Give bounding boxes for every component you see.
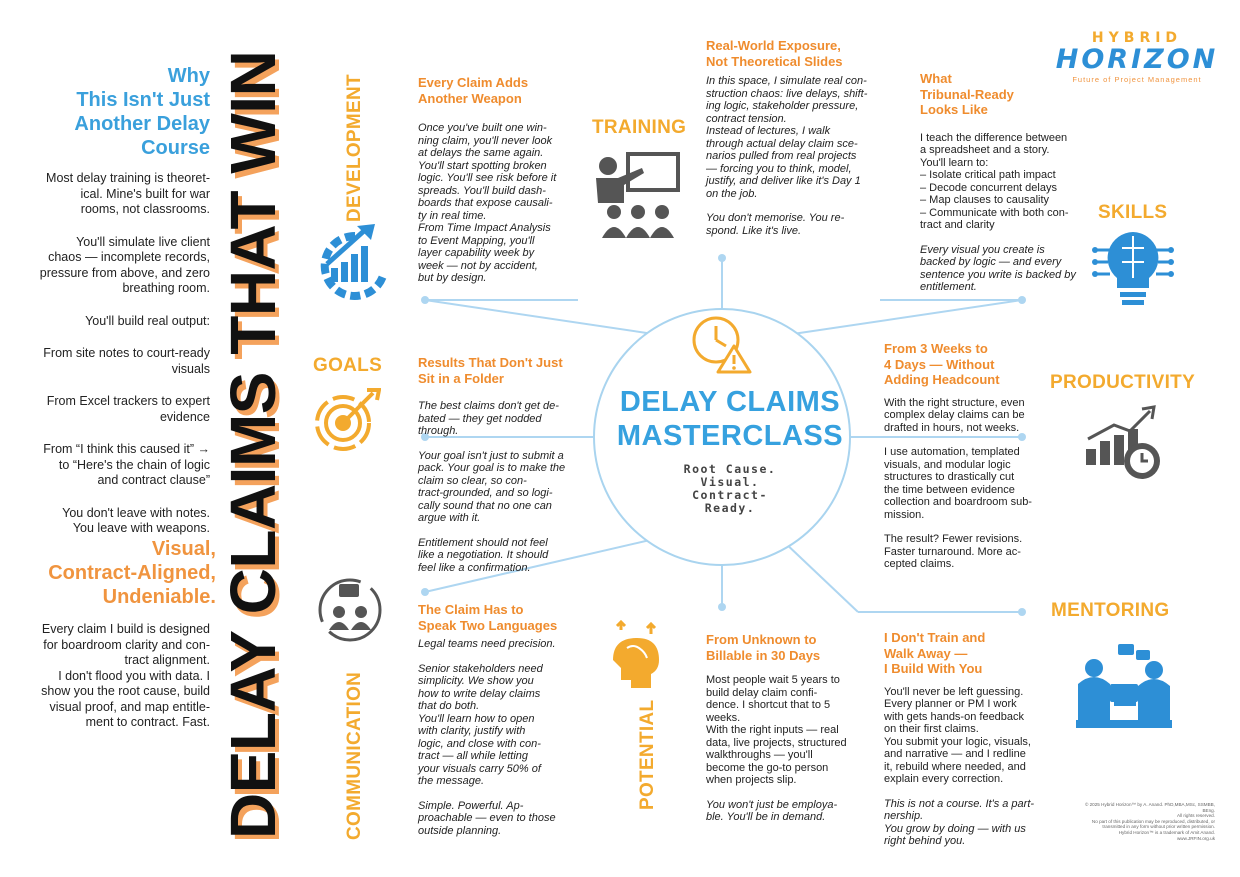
text-line: how to write delay claims bbox=[418, 687, 541, 700]
text-line: on the job. bbox=[706, 187, 758, 200]
text-line: a spreadsheet and a story. bbox=[920, 144, 1050, 156]
text-line: visuals, and modular logic bbox=[884, 458, 1011, 471]
text-line: but by design. bbox=[418, 272, 487, 284]
text-line: – Decode concurrent delays bbox=[920, 181, 1057, 194]
left-para bbox=[20, 314, 210, 330]
card-para bbox=[884, 798, 1059, 848]
gear-growth-icon bbox=[317, 222, 395, 302]
footer-line: No part of this publication may be reproduced, distributed, or bbox=[1091, 818, 1215, 824]
text-line: on their first claims. bbox=[884, 723, 979, 735]
card-para bbox=[884, 686, 1059, 786]
text-line: logic, and close with con- bbox=[418, 737, 541, 750]
text-line: with clarity, justify with bbox=[418, 725, 526, 737]
text-line: to Event Mapping, you'll bbox=[418, 234, 535, 247]
left-para bbox=[20, 235, 210, 297]
title-line: Not Theoretical Slides bbox=[706, 53, 843, 69]
text-line: Every planner or PM I work bbox=[884, 698, 1017, 710]
text-line: that do both. bbox=[418, 700, 480, 712]
vertical-main-title: DELAY CLAIMS THAT WIN bbox=[217, 50, 289, 840]
category-skills: SKILLS bbox=[1098, 202, 1168, 223]
text-line: simplicity. We show you bbox=[418, 675, 534, 687]
text-line: From site notes to court-ready bbox=[43, 346, 210, 360]
text-line: The best claims don't get de- bbox=[418, 400, 559, 412]
text-line: Instead of lectures, I walk bbox=[706, 125, 831, 137]
card-body bbox=[418, 638, 593, 837]
text-line: I don't flood you with data. I bbox=[58, 668, 210, 683]
left-heading-why bbox=[30, 64, 210, 160]
text-line: You'll simulate live client bbox=[76, 234, 210, 249]
card-body bbox=[418, 400, 598, 574]
left-paragraphs bbox=[20, 171, 210, 537]
copyright-footer bbox=[1060, 802, 1215, 841]
text-line: – Map clauses to causality bbox=[920, 194, 1050, 206]
logo-tagline: Future of Project Management bbox=[1072, 75, 1202, 84]
left-para bbox=[20, 346, 210, 377]
text-line: You'll never be left guessing. bbox=[884, 685, 1024, 698]
card-title bbox=[418, 602, 593, 633]
footer-line: BEng. bbox=[1202, 807, 1215, 813]
text-line: with gets hands-on feedback bbox=[884, 710, 1025, 723]
category-goals: GOALS bbox=[313, 355, 383, 376]
title-line: Adding Headcount bbox=[884, 372, 1000, 387]
text-line: Your goal isn't just to submit a bbox=[418, 449, 564, 462]
center-title-line: MASTERCLASS bbox=[616, 420, 844, 452]
text-line: and contract clause” bbox=[97, 473, 210, 487]
text-line: through actual delay claim sce- bbox=[706, 137, 858, 150]
text-line: tract alignment. bbox=[124, 653, 210, 667]
text-line: ble. You'll be in demand. bbox=[706, 811, 826, 823]
text-line: proachable — even to those bbox=[418, 812, 556, 824]
title-line: Looks Like bbox=[920, 102, 988, 117]
text-line: pack. Your goal is to make the bbox=[418, 462, 566, 474]
left-heading-visual bbox=[20, 537, 216, 609]
center-title bbox=[600, 385, 860, 453]
text-line: Every visual you create is bbox=[920, 243, 1045, 256]
text-line: You don't leave with notes. bbox=[62, 505, 210, 520]
text-line: I teach the difference between bbox=[920, 131, 1068, 144]
text-line: spreads. You'll build dash- bbox=[418, 184, 546, 197]
clock-warning-icon bbox=[690, 314, 754, 378]
category-productivity: PRODUCTIVITY bbox=[1050, 372, 1196, 393]
heading-line: This Isn't Just bbox=[76, 89, 210, 111]
text-line: The result? Fewer revisions. bbox=[884, 533, 1023, 545]
text-line: visuals bbox=[171, 361, 210, 376]
text-line: ing logic, stakeholder pressure, bbox=[706, 100, 859, 112]
text-line: claim so clear, so con- bbox=[418, 474, 527, 487]
card-title bbox=[706, 38, 891, 69]
brain-potential-icon bbox=[605, 620, 665, 690]
heading-line: Why bbox=[167, 65, 210, 87]
text-line: spond. Like it's live. bbox=[706, 224, 802, 237]
card-three-weeks bbox=[884, 341, 1059, 571]
card-body bbox=[706, 75, 891, 237]
card-body bbox=[920, 132, 1095, 294]
logo-word-hybrid: HYBRID bbox=[1091, 30, 1183, 46]
text-line: – Isolate critical path impact bbox=[920, 169, 1056, 181]
text-line: Faster turnaround. More ac- bbox=[884, 545, 1021, 558]
text-line: narios pulled from real projects bbox=[706, 150, 857, 162]
text-line: I use automation, templated bbox=[884, 446, 1020, 458]
logo-word-horizon: HORIZON bbox=[1055, 44, 1219, 75]
title-line: Another Weapon bbox=[418, 90, 522, 106]
text-line: like a negotiation. It should bbox=[418, 549, 549, 561]
card-unknown-billable bbox=[706, 632, 881, 824]
footer-line: transmitted in any form without prior written permission. bbox=[1102, 824, 1215, 830]
text-line: You'll learn to: bbox=[920, 156, 989, 169]
text-line: outside planning. bbox=[418, 824, 502, 837]
text-line: – Communicate with both con- bbox=[920, 206, 1069, 219]
title-line: Tribunal-Ready bbox=[920, 86, 1014, 102]
heading-line: Undeniable. bbox=[102, 586, 216, 608]
text-line: feel like a confirmation. bbox=[418, 561, 531, 574]
card-build-with-you bbox=[884, 630, 1059, 848]
center-sub-line: Root Cause. bbox=[683, 462, 777, 476]
text-line: nership. bbox=[884, 810, 924, 822]
category-mentoring: MENTORING bbox=[1051, 600, 1170, 621]
text-line: ty in real time. bbox=[418, 209, 487, 222]
card-para bbox=[706, 75, 891, 200]
text-line: From “I think this caused it” → bbox=[43, 442, 210, 456]
card-para bbox=[418, 663, 593, 788]
text-line: In this space, I simulate real con- bbox=[706, 75, 867, 87]
heading-line: Visual, bbox=[151, 538, 216, 560]
text-line: pressure from above, and zero bbox=[39, 265, 210, 280]
card-para bbox=[418, 800, 593, 838]
card-para bbox=[884, 397, 1059, 435]
text-line: Most delay training is theoret- bbox=[46, 171, 210, 185]
text-line: backed by logic — and every bbox=[920, 256, 1062, 268]
text-line: ical. Mine's built for war bbox=[80, 186, 210, 201]
card-title bbox=[706, 632, 881, 663]
card-para bbox=[706, 212, 891, 237]
category-development: DEVELOPMENT bbox=[344, 74, 365, 222]
text-line: weeks. bbox=[706, 711, 741, 724]
text-line: data, live projects, structured bbox=[706, 736, 847, 749]
text-line: build delay claim confi- bbox=[706, 686, 818, 699]
card-para bbox=[706, 674, 881, 787]
card-para bbox=[706, 799, 881, 824]
text-line: This is not a course. It's a part- bbox=[884, 797, 1035, 810]
target-icon bbox=[311, 388, 381, 454]
communication-icon bbox=[315, 574, 385, 646]
title-line: I Don't Train and bbox=[884, 630, 986, 645]
text-line: ment to contract. Fast. bbox=[85, 715, 210, 729]
text-line: it, rebuild where needed, and bbox=[884, 760, 1026, 773]
left-para-visual bbox=[20, 622, 210, 731]
text-line: ning claim, you'll never look bbox=[418, 134, 553, 147]
text-line: entitlement. bbox=[920, 281, 977, 293]
text-line: mission. bbox=[884, 508, 925, 521]
center-sub-line: Ready. bbox=[704, 501, 756, 515]
title-line: Billable in 30 Days bbox=[706, 647, 821, 663]
text-line: the message. bbox=[418, 775, 485, 787]
center-sub-line: Visual. bbox=[700, 475, 760, 489]
text-line: show you the root cause, build bbox=[41, 684, 210, 698]
card-real-world bbox=[706, 38, 891, 237]
text-line: justify, and deliver like it's Day 1 bbox=[706, 175, 861, 187]
text-line: You won't just be employa- bbox=[706, 798, 838, 811]
card-para bbox=[920, 244, 1095, 294]
footer-line: All rights reserved. bbox=[1176, 813, 1215, 819]
text-line: evidence bbox=[159, 409, 210, 424]
text-line: Every claim I build is designed bbox=[41, 622, 210, 636]
text-line: at delays the same again. bbox=[418, 147, 544, 159]
title-line: Sit in a Folder bbox=[418, 370, 504, 386]
card-two-languages bbox=[418, 602, 593, 837]
text-line: and narrative — and I redline bbox=[884, 748, 1026, 760]
title-line: 4 Days — Without bbox=[884, 356, 995, 372]
left-para bbox=[20, 171, 210, 218]
text-line: argue with it. bbox=[418, 512, 481, 524]
text-line: Most people wait 5 years to bbox=[706, 674, 840, 686]
card-body bbox=[884, 686, 1059, 848]
text-line: You'll build real output: bbox=[85, 313, 210, 328]
text-line: structures to drastically cut bbox=[884, 471, 1015, 483]
card-body bbox=[418, 122, 593, 285]
heading-line: Contract-Aligned, bbox=[48, 562, 216, 584]
heading-line: Course bbox=[141, 137, 210, 159]
center-subtitle bbox=[650, 463, 810, 515]
card-title bbox=[884, 341, 1059, 388]
text-line: boards that expose causali- bbox=[418, 197, 553, 209]
text-line: bated — they get nodded bbox=[418, 412, 542, 425]
text-line: cepted claims. bbox=[884, 558, 955, 570]
title-line: Speak Two Languages bbox=[418, 617, 558, 633]
card-results bbox=[418, 355, 598, 574]
card-para bbox=[884, 533, 1059, 571]
text-line: breathing room. bbox=[122, 281, 210, 295]
footer-line: www.JRFIN.org.uk bbox=[1176, 835, 1215, 841]
text-line: — forcing you to think, model, bbox=[706, 162, 852, 175]
text-line: From Time Impact Analysis bbox=[418, 222, 551, 234]
text-line: to “Here's the chain of logic bbox=[58, 457, 210, 472]
text-line: From Excel trackers to expert bbox=[46, 394, 210, 408]
text-line: tract-grounded, and so logi- bbox=[418, 487, 553, 499]
category-training: TRAINING bbox=[592, 117, 687, 138]
title-line: I Build With You bbox=[884, 661, 983, 676]
card-title bbox=[418, 75, 593, 106]
title-line: Results That Don't Just bbox=[418, 355, 563, 370]
card-para bbox=[418, 537, 598, 575]
text-line: logic. You'll see risk before it bbox=[418, 172, 557, 184]
text-line: cally sound that no one can bbox=[418, 499, 552, 512]
text-line: dence. I shortcut that to 5 bbox=[706, 699, 831, 711]
text-line: You submit your logic, visuals, bbox=[884, 735, 1031, 748]
text-line: With the right inputs — real bbox=[706, 724, 839, 736]
card-every-claim bbox=[418, 75, 593, 285]
text-line: chaos — incomplete records, bbox=[48, 250, 210, 264]
text-line: You'll learn how to open bbox=[418, 712, 535, 725]
footer-line: Hybrid Horizon™ is a trademark of Amit Anand. bbox=[1118, 829, 1215, 835]
text-line: With the right structure, even bbox=[884, 396, 1025, 409]
text-line: Legal teams need precision. bbox=[418, 638, 556, 650]
card-para bbox=[418, 450, 598, 525]
text-line: through. bbox=[418, 425, 459, 437]
lightbulb-skills-icon bbox=[1092, 226, 1174, 316]
text-line: You grow by doing — with us bbox=[884, 822, 1026, 835]
category-communication: COMMUNICATION bbox=[344, 671, 365, 840]
text-line: for boardroom clarity and con- bbox=[43, 637, 210, 652]
text-line: rooms, not classrooms. bbox=[80, 202, 210, 216]
card-title bbox=[920, 71, 1095, 118]
text-line: walkthroughs — you'll bbox=[706, 749, 813, 761]
card-para bbox=[418, 638, 593, 651]
text-line: Entitlement should not feel bbox=[418, 536, 548, 549]
text-line: complex delay claims can be bbox=[884, 409, 1025, 421]
text-line: Simple. Powerful. Ap- bbox=[418, 799, 524, 812]
text-line: sentence you write is backed by bbox=[920, 268, 1076, 281]
text-line: week — not by accident, bbox=[418, 259, 538, 272]
text-line: contract tension. bbox=[706, 112, 787, 125]
text-line: right behind you. bbox=[884, 835, 966, 847]
text-line: collection and boardroom sub- bbox=[884, 496, 1032, 508]
text-line: You don't memorise. You re- bbox=[706, 212, 845, 224]
card-title bbox=[418, 355, 598, 386]
text-line: your visuals carry 50% of bbox=[418, 762, 541, 775]
training-presenter-icon bbox=[588, 152, 683, 242]
card-tribunal-ready bbox=[920, 71, 1095, 294]
left-para bbox=[20, 394, 210, 425]
card-para bbox=[418, 122, 593, 285]
card-para bbox=[884, 446, 1059, 521]
text-line: when projects slip. bbox=[706, 774, 797, 786]
card-para bbox=[920, 132, 1095, 232]
text-line: tract — all while letting bbox=[418, 750, 529, 762]
text-line: struction chaos: live delays, shift- bbox=[706, 87, 868, 100]
card-body bbox=[884, 397, 1059, 571]
center-sub-line: Contract- bbox=[692, 488, 768, 502]
center-title-line: DELAY CLAIMS bbox=[619, 386, 841, 418]
title-line: The Claim Has to bbox=[418, 602, 524, 617]
text-line: drafted in hours, not weeks. bbox=[884, 421, 1020, 434]
title-line: What bbox=[920, 71, 952, 86]
title-line: From Unknown to bbox=[706, 632, 817, 647]
text-line: explain every correction. bbox=[884, 773, 1004, 785]
text-line: visual proof, and map entitle- bbox=[49, 699, 210, 714]
mentoring-icon bbox=[1074, 640, 1172, 732]
card-para bbox=[418, 400, 598, 438]
text-line: Once you've built one win- bbox=[418, 122, 547, 134]
text-line: the time between evidence bbox=[884, 483, 1015, 496]
category-potential: POTENTIAL bbox=[637, 699, 658, 810]
title-line: Every Claim Adds bbox=[418, 75, 529, 90]
left-para bbox=[20, 442, 210, 489]
text-line: Senior stakeholders need bbox=[418, 662, 543, 675]
text-line: You'll start spotting broken bbox=[418, 159, 547, 172]
title-line: Walk Away — bbox=[884, 645, 968, 661]
card-title bbox=[884, 630, 1059, 677]
title-line: From 3 Weeks to bbox=[884, 341, 988, 356]
productivity-chart-icon bbox=[1084, 405, 1166, 485]
card-body bbox=[706, 674, 881, 824]
text-line: layer capability week by bbox=[418, 247, 535, 259]
left-para bbox=[20, 506, 210, 537]
footer-line: © 2025 Hybrid Horizon™ by A. Anand. PhD,MBA,MSc, SSMBB, bbox=[1084, 802, 1215, 807]
text-line: tract and clarity bbox=[920, 219, 995, 231]
title-line: Real-World Exposure, bbox=[706, 38, 841, 53]
heading-line: Another Delay bbox=[74, 113, 210, 135]
text-line: become the go-to person bbox=[706, 761, 829, 774]
text-line: You leave with weapons. bbox=[72, 521, 210, 535]
